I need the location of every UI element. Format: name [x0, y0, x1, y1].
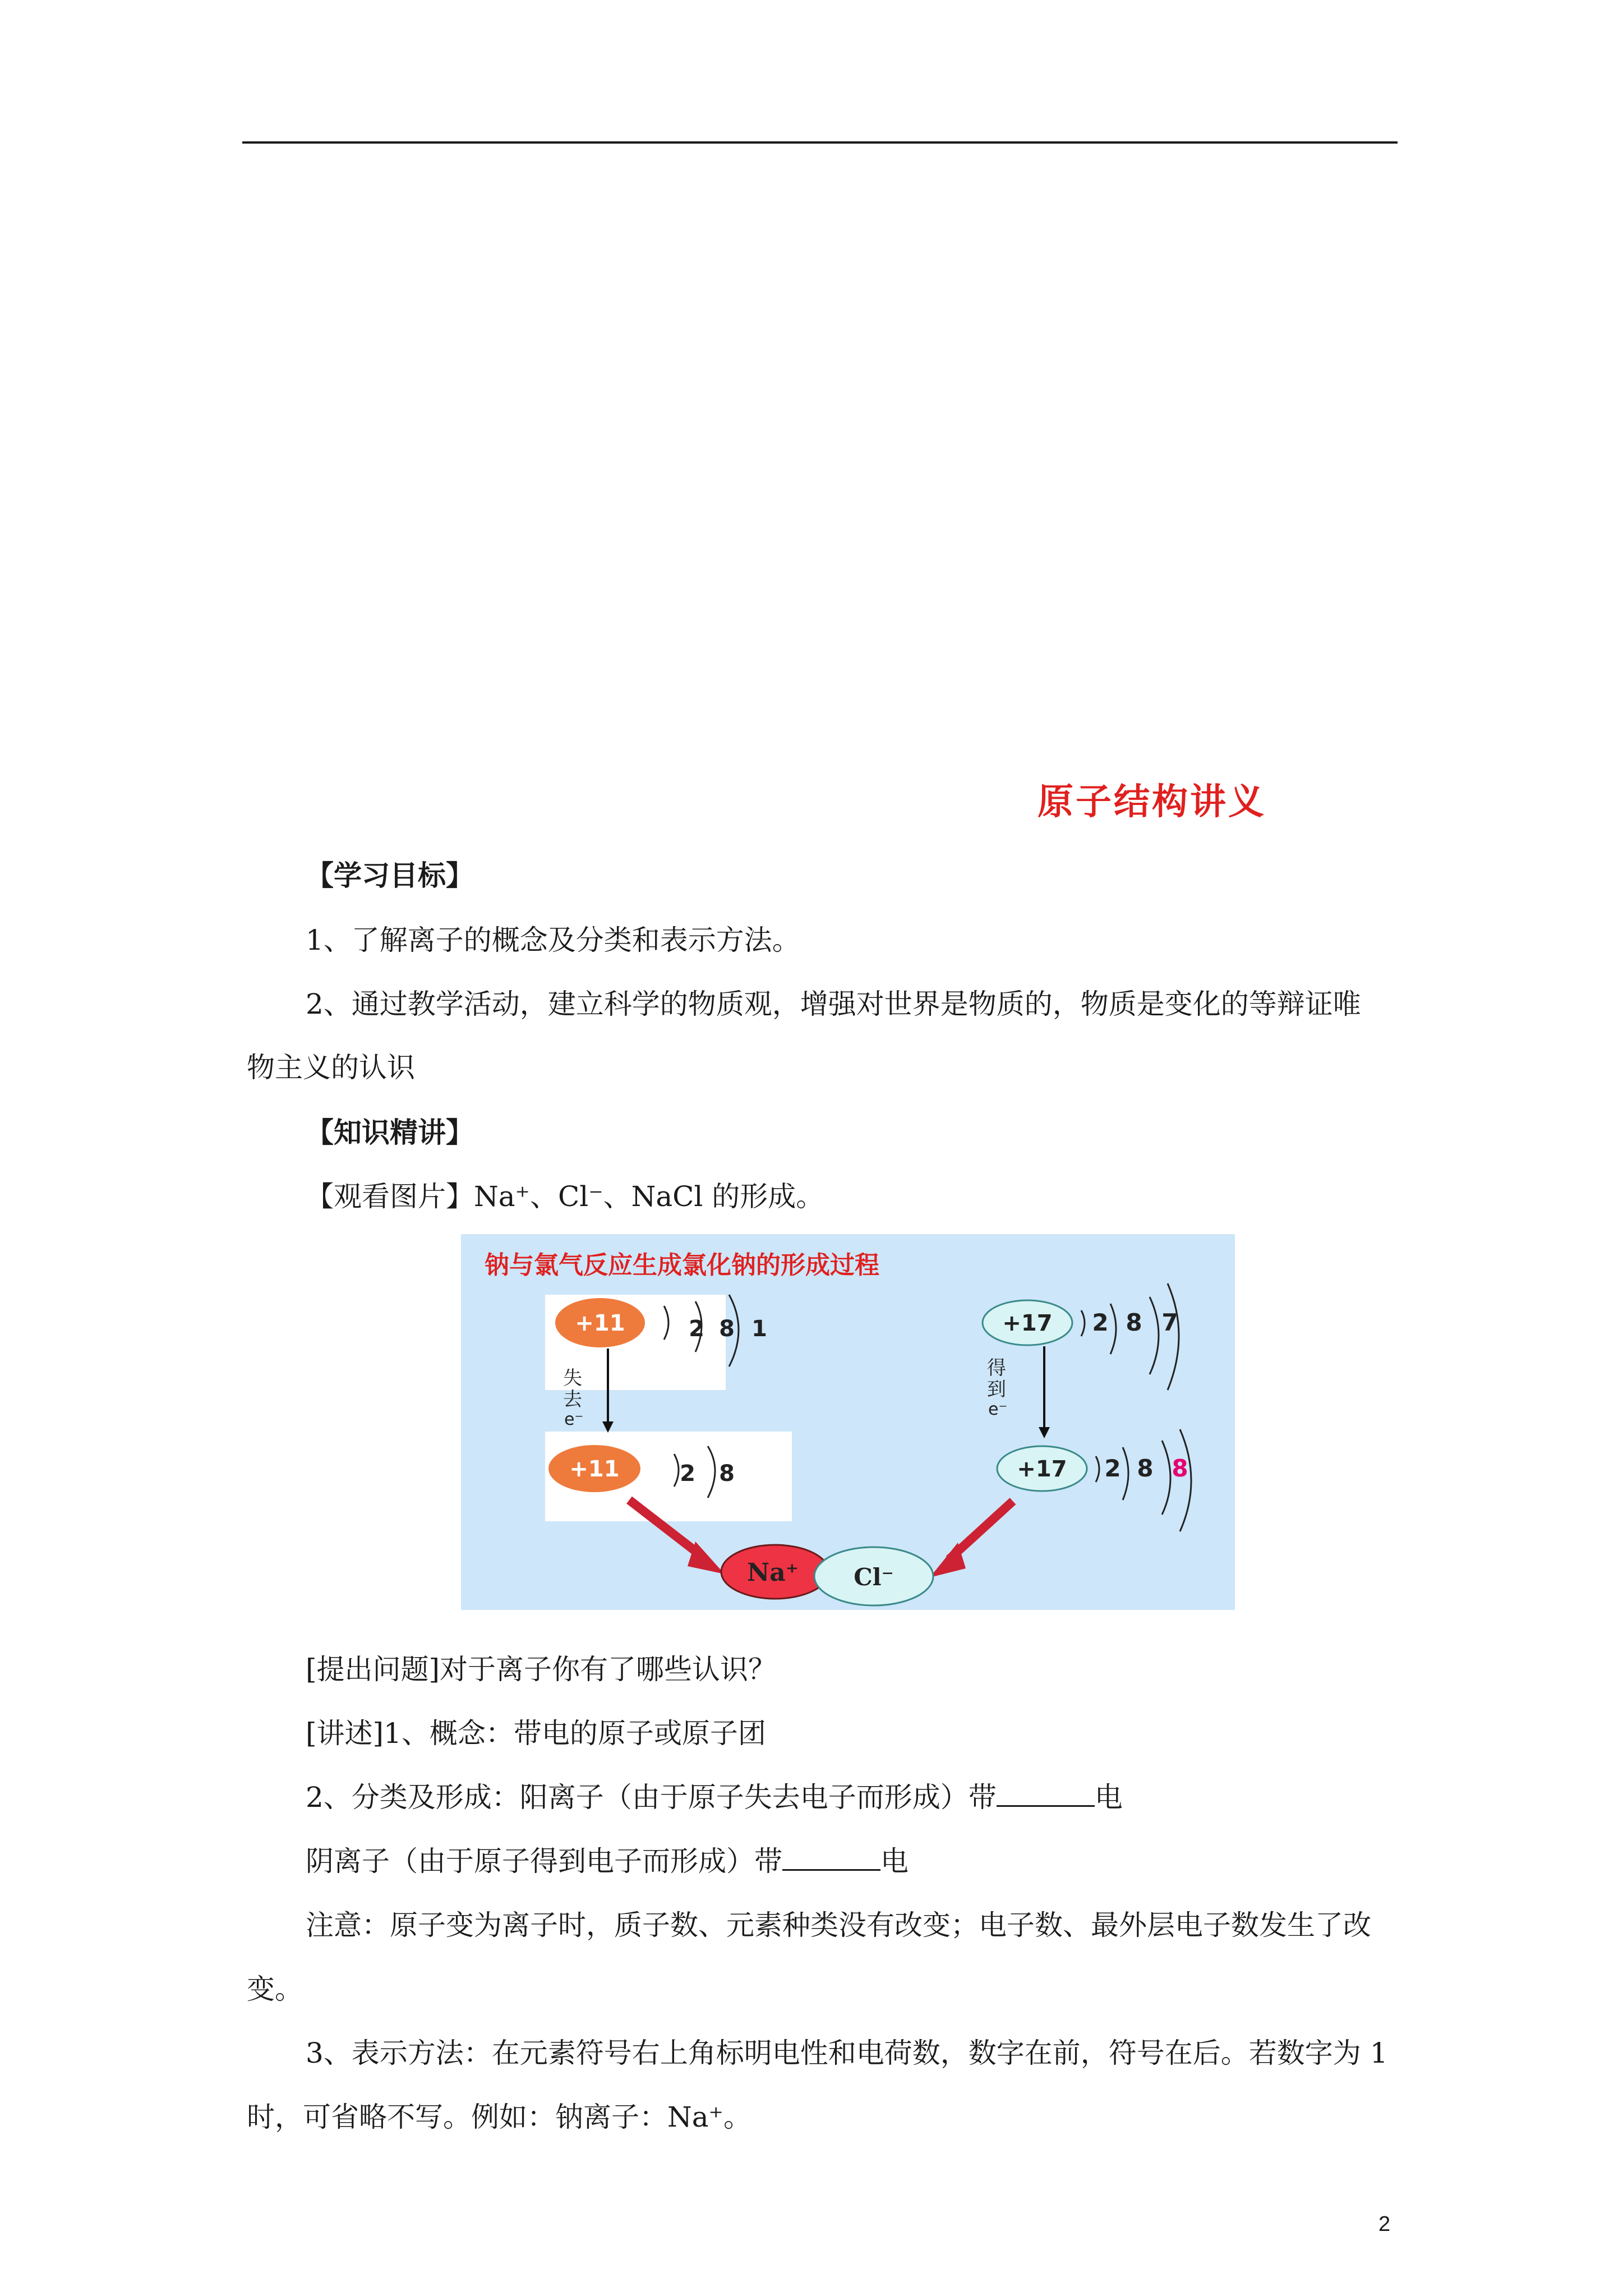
figure-title: 钠与氯气反应生成氯化钠的形成过程 — [485, 1251, 879, 1280]
lose-label-1: 失 — [563, 1367, 582, 1389]
cation-text: 2、分类及形成：阳离子（由于原子失去电子而形成）带 — [306, 1781, 997, 1814]
lose-label-3: e⁻ — [564, 1410, 584, 1429]
na-atom-e-2: 8 — [719, 1316, 735, 1342]
gain-label-1: 得 — [987, 1357, 1006, 1379]
na-atom-e-1: 2 — [689, 1316, 704, 1342]
concept-line: [讲述]1、概念：带电的原子或原子团 — [306, 1717, 766, 1750]
anion-line — [306, 1842, 909, 1881]
representation-line1: 3、表示方法：在元素符号右上角标明电性和电荷数，数字在前，符号在后。若数字为 1 — [306, 2037, 1388, 2069]
cation-blank[interactable] — [997, 1778, 1095, 1807]
cl-atom-charge: +17 — [1002, 1310, 1053, 1336]
doc-title: 原子结构讲义 — [1038, 781, 1266, 823]
na-atom-e-3: 1 — [751, 1316, 767, 1342]
anion-blank[interactable] — [782, 1842, 880, 1871]
note-line1: 注意：原子变为离子时，质子数、元素种类没有改变；电子数、最外层电子数发生了改 — [306, 1909, 1371, 1941]
na-atom-charge: +11 — [575, 1310, 625, 1336]
cl-ion-e-1: 2 — [1104, 1455, 1121, 1482]
cl-atom-e-3: 7 — [1161, 1309, 1178, 1336]
gain-label-3: e⁻ — [988, 1400, 1008, 1419]
na-ion-e-2: 8 — [719, 1461, 735, 1487]
objective-2-line2: 物主义的认识 — [247, 1051, 415, 1084]
cl-ion-charge: +17 — [1017, 1456, 1067, 1482]
knowledge-heading: 【知识精讲】 — [306, 1116, 474, 1149]
header-rule — [242, 141, 1398, 144]
na-plus-label: Na⁺ — [747, 1558, 799, 1587]
cation-end: 电 — [1094, 1781, 1123, 1814]
gain-label-2: 到 — [987, 1378, 1006, 1401]
question-line: [提出问题]对于离子你有了哪些认识？ — [306, 1653, 777, 1686]
cation-line — [306, 1778, 1123, 1817]
objective-1: 1、了解离子的概念及分类和表示方法。 — [306, 924, 800, 956]
cl-atom-e-2: 8 — [1126, 1309, 1142, 1336]
cl-ion-e-3: 8 — [1172, 1455, 1188, 1482]
cl-minus-label: Cl⁻ — [854, 1563, 894, 1591]
see-picture-line: 【观看图片】Na⁺、Cl⁻、NaCl 的形成。 — [306, 1180, 824, 1213]
lose-label-2: 去 — [563, 1388, 582, 1411]
representation-line2: 时，可省略不写。例如：钠离子：Na⁺。 — [247, 2101, 751, 2133]
page-number: 2 — [1378, 2212, 1391, 2236]
note-line2: 变。 — [247, 1973, 303, 2005]
objectives-heading: 【学习目标】 — [306, 859, 474, 892]
na-ion-charge: +11 — [569, 1456, 620, 1482]
cl-atom-e-1: 2 — [1092, 1309, 1109, 1336]
anion-end: 电 — [880, 1845, 909, 1878]
na-ion-e-1: 2 — [680, 1461, 695, 1487]
nacl-formation-figure — [461, 1234, 1235, 1610]
objective-2-line1: 2、通过教学活动，建立科学的物质观，增强对世界是物质的，物质是变化的等辩证唯 — [306, 988, 1361, 1020]
cl-ion-e-2: 8 — [1137, 1455, 1154, 1482]
anion-text: 阴离子（由于原子得到电子而形成）带 — [306, 1845, 782, 1878]
